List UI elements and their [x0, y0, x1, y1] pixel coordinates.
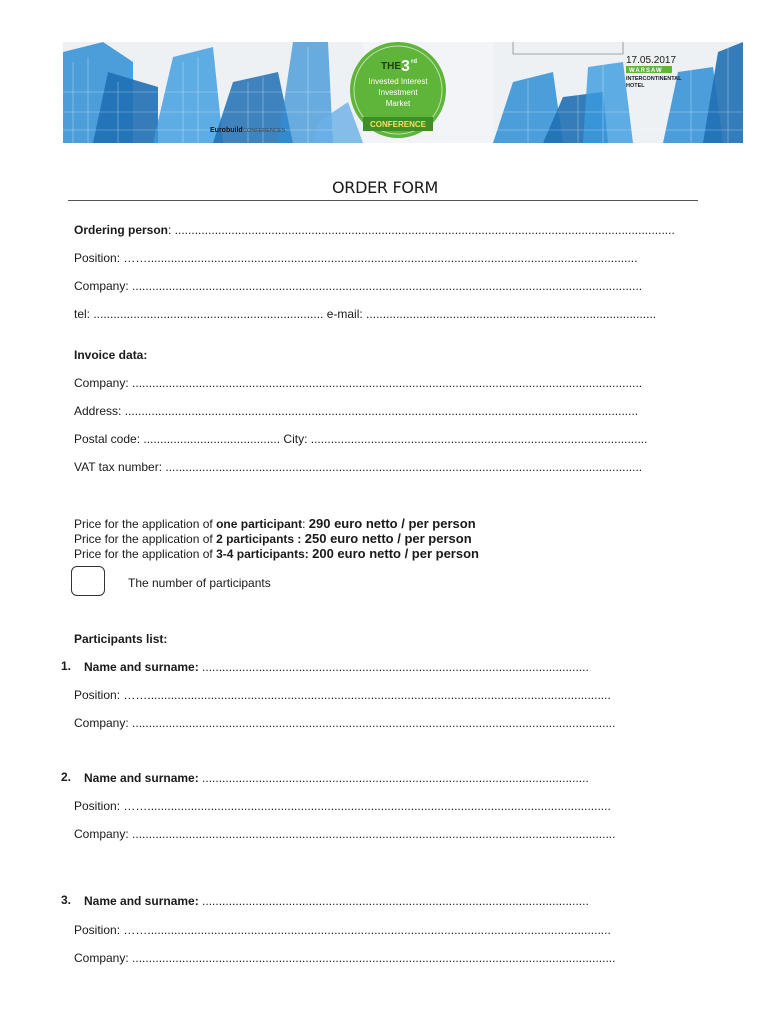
invoice-heading: Invoice data:: [74, 348, 148, 362]
participant-3-company-field[interactable]: Company: .................................................................................................................................................: [74, 951, 616, 965]
badge-line-market: Market: [385, 99, 411, 108]
price-line-2: [74, 531, 472, 547]
organiser-logo-bold: Eurobuild: [210, 127, 243, 134]
invoice-postal-city-field[interactable]: Postal code: ......................................... City: .....................................................................................................: [74, 432, 648, 446]
invoice-address-field[interactable]: Address: ..........................................................................................................................................................: [74, 404, 639, 418]
price-1-amount: 290 euro netto / per person: [308, 516, 476, 531]
badge-suffix: rd: [411, 59, 417, 65]
participant-1-company-field[interactable]: Company: .................................................................................................................................................: [74, 716, 616, 730]
price-1-bold: one participant: [216, 517, 303, 531]
participant-1-name-dots: ....................................................................................................................: [198, 660, 589, 674]
participant-1-name-field[interactable]: [84, 659, 644, 675]
price-3-amount: 200 euro netto / per person: [312, 546, 479, 561]
invoice-company-field[interactable]: Company: .........................................................................................................................................................: [74, 376, 643, 390]
participant-3-name-field[interactable]: [84, 893, 644, 909]
badge-line-conference: CONFERENCE: [369, 120, 427, 129]
participant-2-company-field[interactable]: Company: .................................................................................................................................................: [74, 827, 616, 841]
position-field[interactable]: Position: ……...................................................................................................................................................: [74, 251, 638, 265]
participant-2-position-field[interactable]: Position: ……...........................................................................................................................................: [74, 799, 611, 813]
price-line-1: [74, 516, 476, 532]
price-prefix: Price for the application of: [74, 547, 217, 561]
participant-3-name-label: Name and surname:: [84, 894, 199, 908]
price-3-bold: 3-4 participants:: [216, 547, 313, 561]
event-venue-2: HOTEL: [626, 83, 645, 89]
event-venue-1: INTERCONTINENTAL: [626, 76, 682, 82]
price-2-amount: 250 euro netto / per person: [304, 531, 472, 546]
participant-1-name-label: Name and surname:: [84, 660, 199, 674]
badge-the: THE: [381, 61, 401, 72]
participant-3-name-dots: ....................................................................................................................: [198, 894, 589, 908]
company-field[interactable]: Company: .........................................................................................................................................................: [74, 279, 643, 293]
participants-heading: Participants list:: [74, 632, 168, 646]
participants-count-label: The number of participants: [128, 576, 271, 590]
ordering-person-dots: : ......................................................................................................................................................: [168, 223, 675, 237]
price-1-sep: :: [302, 517, 309, 531]
badge-line-invested: Invested Interest: [368, 77, 428, 86]
title-rule: [68, 200, 698, 201]
participant-1-position-field[interactable]: Position: ……...........................................................................................................................................: [74, 688, 611, 702]
participant-2-name-label: Name and surname:: [84, 771, 199, 785]
ordering-person-label: Ordering person: [74, 223, 169, 237]
participant-3-number: 3.: [61, 893, 72, 907]
ordering-person-field[interactable]: [74, 222, 699, 238]
participant-2-name-dots: ....................................................................................................................: [198, 771, 589, 785]
participant-2-name-field[interactable]: [84, 770, 644, 786]
form-title: ORDER FORM: [331, 178, 439, 197]
participants-count-box[interactable]: [71, 566, 105, 596]
tel-email-field[interactable]: tel: ..................................................................... e-mail: .......................................................................................: [74, 307, 657, 321]
invoice-vat-field[interactable]: VAT tax number: ...............................................................................................................................................: [74, 460, 643, 474]
event-city: WARSAW: [629, 68, 663, 74]
organiser-logo-light: CONFERENCES: [243, 128, 286, 134]
conference-banner: [63, 42, 743, 143]
participant-1-number: 1.: [61, 659, 72, 673]
event-date: 17.05.2017: [626, 55, 677, 66]
badge-line-investment: Investment: [378, 88, 418, 97]
price-line-3: [74, 546, 479, 562]
participant-3-position-field[interactable]: Position: ……...........................................................................................................................................: [74, 923, 611, 937]
price-2-bold: 2 participants :: [216, 532, 305, 546]
badge-ordinal: 3: [401, 58, 410, 75]
banner-graphic: [63, 42, 743, 143]
price-prefix: Price for the application of: [74, 532, 217, 546]
participant-2-number: 2.: [61, 770, 72, 784]
price-prefix: Price for the application of: [74, 517, 217, 531]
